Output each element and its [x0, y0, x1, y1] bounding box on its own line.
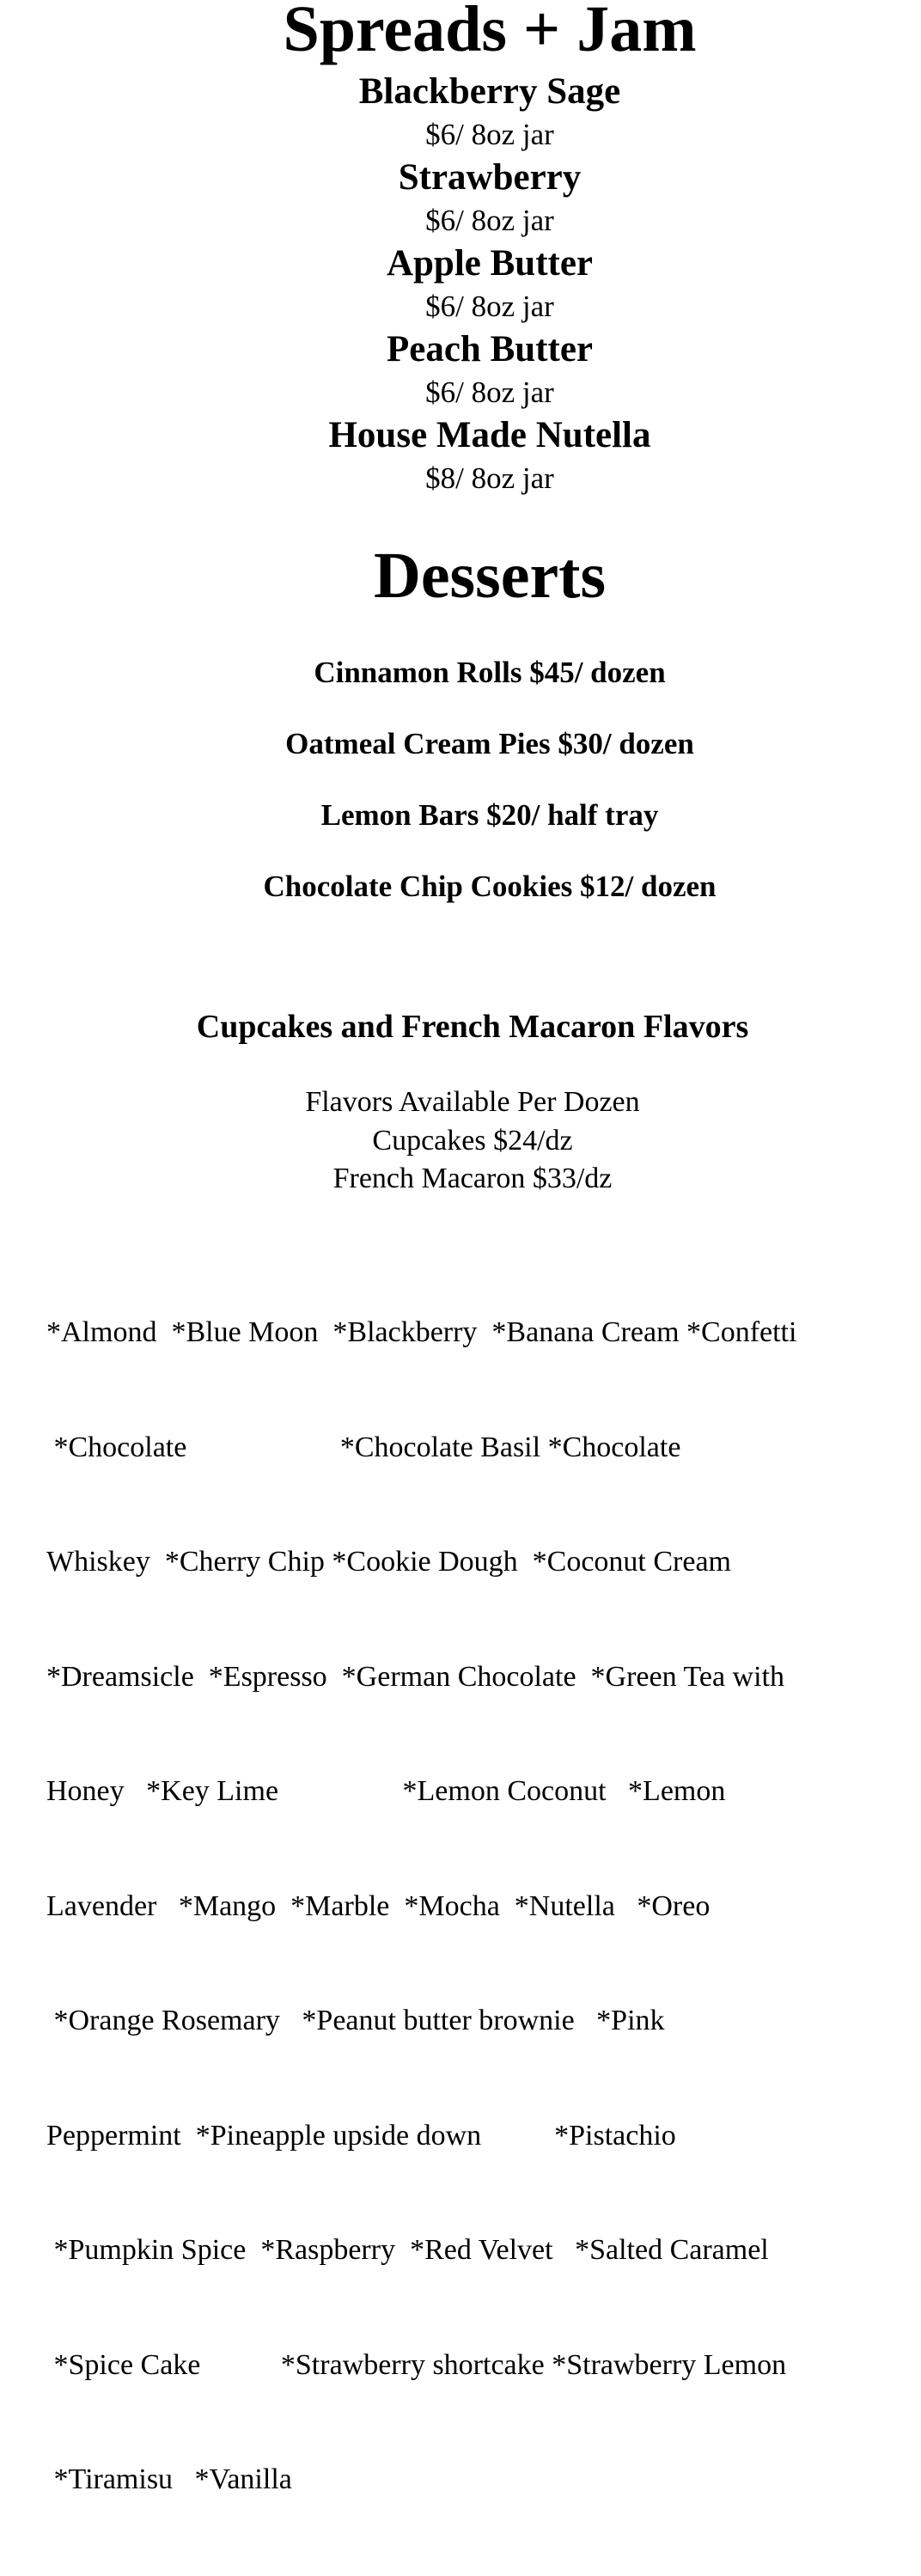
- cupcake-info-line: Flavors Available Per Dozen: [305, 1086, 640, 1118]
- flavor-line: Peppermint *Pineapple upside down *Pistachio: [46, 2119, 676, 2152]
- dessert-item: Chocolate Chip Cookies $12/ dozen: [263, 870, 717, 903]
- spread-name: House Made Nutella: [328, 415, 651, 455]
- spread-price: $6/ 8oz jar: [425, 204, 554, 237]
- flavor-line: *Pumpkin Spice *Raspberry *Red Velvet *Salted Caramel: [46, 2234, 769, 2266]
- flavor-line: *Spice Cake *Strawberry shortcake *Strawberry Lemon: [46, 2348, 787, 2381]
- spread-price: $6/ 8oz jar: [425, 375, 554, 409]
- spreads-heading: Spreads + Jam: [283, 0, 697, 65]
- spread-price: $8/ 8oz jar: [425, 461, 554, 495]
- spread-price: $6/ 8oz jar: [425, 290, 554, 323]
- dessert-item: Oatmeal Cream Pies $30/ dozen: [285, 727, 694, 760]
- desserts-list: [0, 651, 921, 937]
- spread-name: Apple Butter: [386, 243, 594, 284]
- cupcake-pricing: [0, 1084, 921, 1199]
- spread-item: [0, 242, 921, 328]
- dessert-item: Lemon Bars $20/ half tray: [320, 798, 659, 832]
- flavor-line: *Almond *Blue Moon *Blackberry *Banana Cream *Confetti: [46, 1316, 797, 1348]
- flavor-line: Honey *Key Lime *Lemon Coconut *Lemon: [46, 1775, 726, 1807]
- flavor-list: [46, 1237, 914, 2576]
- spread-price: $6/ 8oz jar: [425, 118, 554, 151]
- flavor-line: *Chocolate *Chocolate Basil *Chocolate: [46, 1431, 681, 1463]
- spreads-list: [0, 70, 921, 500]
- spread-name: Strawberry: [398, 157, 582, 198]
- spread-name: Peach Butter: [386, 329, 593, 369]
- flavor-line: *Tiramisu *Vanilla: [46, 2463, 292, 2495]
- flavor-line: *Orange Rosemary *Peanut butter brownie *Pink: [46, 2005, 665, 2036]
- dessert-item: Cinnamon Rolls $45/ dozen: [314, 656, 666, 689]
- cupcakes-heading: Cupcakes and French Macaron Flavors: [196, 1009, 749, 1045]
- flavor-line: *Dreamsicle *Espresso *German Chocolate *Green Tea with: [46, 1660, 784, 1693]
- cupcake-info-line: Cupcakes $24/dz: [372, 1124, 573, 1157]
- spread-item: [0, 70, 921, 156]
- spread-name: Blackberry Sage: [358, 71, 621, 112]
- flavor-line: Lavender *Mango *Marble *Mocha *Nutella *Oreo: [46, 1889, 711, 1922]
- cupcake-info-line: French Macaron $33/dz: [332, 1163, 613, 1194]
- spread-item: [0, 414, 921, 500]
- spread-item: [0, 156, 921, 242]
- spread-item: [0, 328, 921, 414]
- desserts-heading: Desserts: [373, 540, 607, 612]
- flavor-line: Whiskey *Cherry Chip *Cookie Dough *Coconut Cream: [46, 1546, 732, 1578]
